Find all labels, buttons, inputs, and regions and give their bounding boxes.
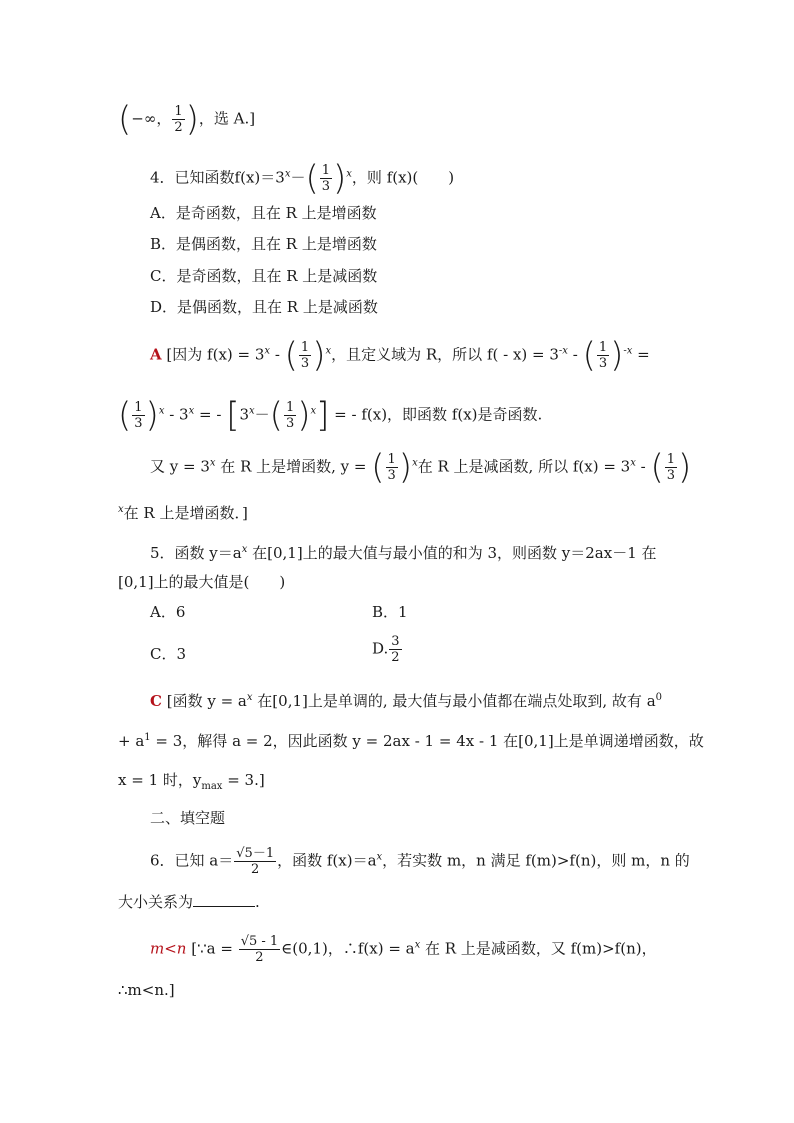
q5-stem-line2: [0,1]上的最大值是( ) <box>118 573 286 591</box>
q4-option-c: C．是奇函数，且在 R 上是减函数 <box>150 267 378 285</box>
answer-tail-text: ，选 A.] <box>198 109 256 128</box>
section-title-fill-in: 二、填空题 <box>150 809 226 827</box>
q5-solution-line2: + $a^1 = 3$，解得 a = 2，因此函数 y = 2ax - 1 = 4x - 1 在[0,1]上是单调递增函数，故 <box>118 732 704 750</box>
q5-solution-line1: C [函数 $y = a^x$ 在[0,1]上是单调的, 最大值与最小值都在端点处取到, 故有 $a^0$ <box>150 692 663 710</box>
fraction-third: $\frac{1}{3}$ <box>321 163 331 194</box>
answer-blank <box>193 892 255 907</box>
q4-option-b: B．是偶函数，且在 R 上是增函数 <box>150 235 377 253</box>
prev-answer-tail <box>118 99 256 140</box>
q4-solution-line2: ( $\frac{1}{3}$ )$^x - 3^x$ = - [$3^x-$( $\frac{1}{3}$ )$^x$] = - f(x)，即函数 f(x)是奇函数. <box>118 395 543 436</box>
q4-solution-line1: A [因为 $f(x) = 3^x$ - ( $\frac{1}{3}$ )$^x$，且定义域为 R，所以 $f( - x) = 3^{-x}$ - ( $\frac{1}{3}$ )$^{-x}$ = <box>150 335 650 376</box>
q6-solution-line2: ∴m<n.] <box>118 981 175 999</box>
q5-option-b: B．1 <box>372 603 408 621</box>
q4-solution-line3: 又 $y = 3^x$ 在 R 上是增函数, y = ( $\frac{1}{3}$ )$^x$在 R 上是减函数, 所以 $f(x) = 3^x$ - ( $\frac{1}{3}$ ) <box>150 447 692 488</box>
q5-option-c: C．3 <box>150 645 187 663</box>
q5-solution-line3: x = 1 时，$y_{max} = 3$.] <box>118 771 265 792</box>
q4-option-a: A．是奇函数，且在 R 上是增函数 <box>150 204 377 222</box>
q4-stem: 4．已知函数$f(x)=3^x-$( $\frac{1}{3}$ )$^x$，则 f(x)( ) <box>150 158 455 199</box>
q5-stem-line1: 5．函数 $y=a^x$ 在[0,1]上的最大值与最小值的和为 3，则函数 y＝2ax－1 在 <box>150 544 657 562</box>
close-paren: ) <box>185 99 199 140</box>
q6-solution-line1: m<n [∵a = $\frac{√5 - 1}{2}$ ∈(0,1)，∴f(x) = $a^x$ 在 R 上是减函数，又 f(m)>f(n)， <box>150 934 657 965</box>
fraction-sqrt5-minus1-over2: $\frac{√5-1}{2}$ <box>236 846 275 877</box>
q6-stem-line2: 大小关系为 . <box>118 893 260 911</box>
fraction-half: $\frac{1}{2}$ <box>174 104 183 135</box>
q5-option-d: D. $\frac{3}{2}$ <box>372 634 400 665</box>
fraction-three-halves: $\frac{3}{2}$ <box>391 634 400 665</box>
q6-answer: m<n <box>150 939 187 958</box>
q5-answer-letter: C <box>150 692 162 710</box>
q4-solution-line4: $^x$在 R 上是增函数．] <box>118 504 248 522</box>
q5-option-a: A．6 <box>150 603 186 621</box>
interval-left: −∞， <box>131 109 172 128</box>
q4-option-d: D．是偶函数，且在 R 上是减函数 <box>150 298 378 316</box>
q6-stem-line1: 6．已知 a＝ $\frac{√5-1}{2}$ ，函数 $f(x)=a^x$，若实数 m，n 满足 f(m)>f(n)，则 m，n 的 <box>150 846 690 877</box>
q4-answer-letter: A <box>150 345 162 364</box>
open-paren: ( <box>118 99 132 140</box>
